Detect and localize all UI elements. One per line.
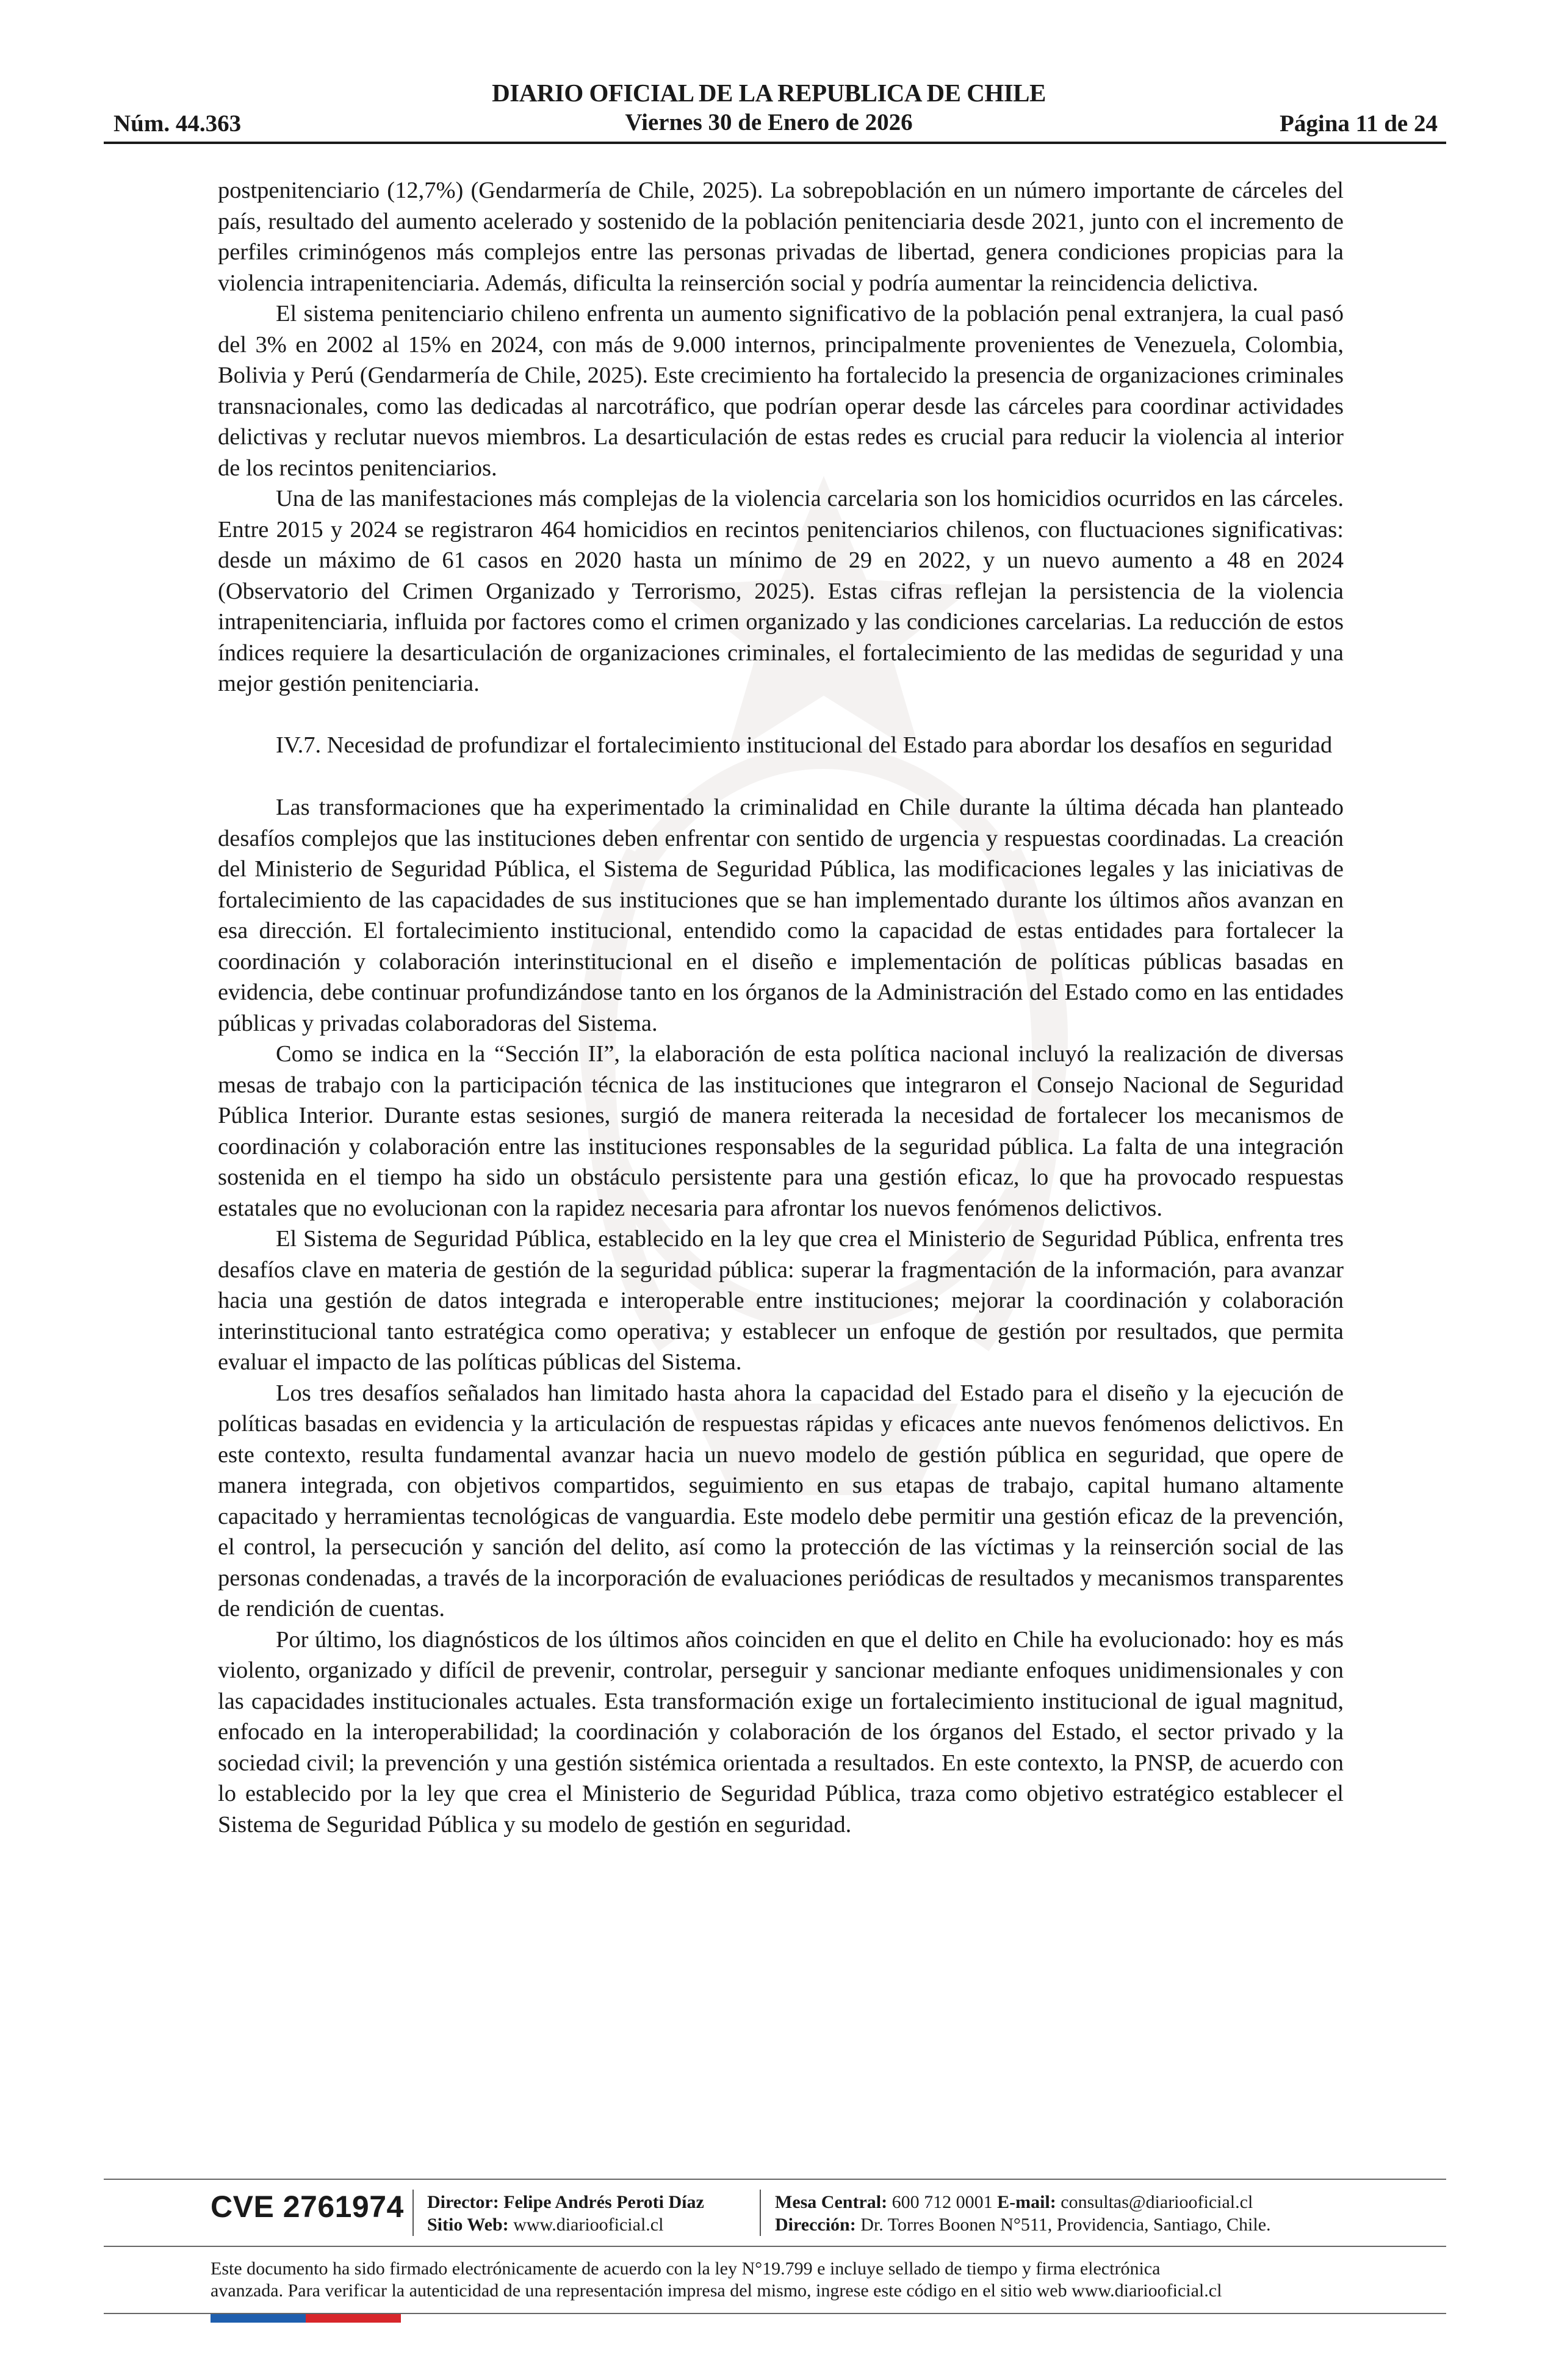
- flag-blue-stripe: [211, 2314, 306, 2323]
- address-label: Dirección:: [775, 2215, 856, 2235]
- body-paragraph: postpenitenciario (12,7%) (Gendarmería de Chile, 2025). La sobrepoblación en un número importante de cárceles del país, resultado del aumento acelerado y sostenido de la población penitenciaria desde 2021, junto con el incremento de perfiles criminógenos más complejos entre las personas privadas de libertad, genera condiciones propicias para la violencia intrapenitenciaria. Además, dificulta la reinserción social y podría aumentar la reincidencia delictiva.: [218, 178, 1344, 296]
- flag-red-stripe: [306, 2314, 401, 2323]
- legal-notice-line: Este documento ha sido firmado electrónicamente de acuerdo con la ley N°19.799 e incluye sellado de tiempo y firma electrónica: [211, 2259, 1161, 2279]
- body-paragraph: Por último, los diagnósticos de los últimos años coinciden en que el delito en Chile ha evolucionado: hoy es más violento, organizado y difícil de prevenir, controlar, perseguir y sancionar mediante enfoques unidimensionales y con las capacidades institucionales actuales. Esta transformación exige un fortalecimiento institucional de igual magnitud, enfocado en la interoperabilidad; la coordinación y colaboración de los órganos del Estado, el sector privado y la sociedad civil; la prevención y una gestión sistémica orientada a resultados. En este contexto, la PNSP, de acuerdo con lo establecido por la ley que crea el Ministerio de Seguridad Pública, traza como objetivo estratégico establecer el Sistema de Seguridad Pública y su modelo de gestión en seguridad.: [218, 1626, 1344, 1837]
- page-header: [104, 72, 1438, 145]
- phone-label: Mesa Central:: [775, 2192, 888, 2212]
- website-label: Sitio Web:: [427, 2215, 509, 2235]
- body-paragraph: Una de las manifestaciones más complejas de la violencia carcelaria son los homicidios ocurridos en las cárceles. Entre 2015 y 2024 se registraron 464 homicidios en recintos penitenciarios chilenos, con fluctuaciones significativas: desde un máximo de 61 casos en 2020 hasta un mínimo de 29 en 2022, y un nuevo aumento a 48 en 2024 (Observatorio del Crimen Organizado y Terrorismo, 2025). Estas cifras reflejan la persistencia de la violencia intrapenitenciaria, influida por factores como el crimen organizado y las condiciones carcelarias. La reducción de estos índices requiere la desarticulación de organizaciones criminales, el fortalecimiento de las medidas de seguridad y una mejor gestión penitenciaria.: [218, 486, 1344, 696]
- cve-code: CVE 2761974: [211, 2190, 404, 2224]
- footer-contact-block: [775, 2191, 1271, 2236]
- section-heading: IV.7. Necesidad de profundizar el fortalecimiento institucional del Estado para abordar los desafíos en seguridad: [276, 732, 1333, 758]
- legal-notice-line: avanzada. Para verificar la autenticidad de una representación impresa del mismo, ingrese este código en el sitio web www.diariooficial.cl: [211, 2281, 1222, 2301]
- legal-notice: [211, 2258, 1400, 2302]
- body-paragraph: El sistema penitenciario chileno enfrenta un aumento significativo de la población penal extranjera, la cual pasó del 3% en 2002 al 15% en 2024, con más de 9.000 internos, principalmente provenientes de Venezuela, Colombia, Bolivia y Perú (Gendarmería de Chile, 2025). Este crecimiento ha fortalecido la presencia de organizaciones criminales transnacionales, como las dedicadas al narcotráfico, que podrían operar desde las cárceles para coordinar actividades delictivas y reclutar nuevos miembros. La desarticulación de estas redes es crucial para reducir la violencia al interior de los recintos penitenciarios.: [218, 301, 1344, 481]
- document-body: [218, 175, 1344, 1840]
- address-text: Dr. Torres Boonen N°511, Providencia, Santiago, Chile.: [860, 2215, 1271, 2235]
- publication-date: Viernes 30 de Enero de 2026: [625, 109, 913, 135]
- director-label: Director:: [427, 2192, 499, 2212]
- body-paragraph: El Sistema de Seguridad Pública, establecido en la ley que crea el Ministerio de Seguridad Pública, enfrenta tres desafíos clave en materia de gestión de la seguridad pública: superar la fragmentación de la información, para avanzar hacia una gestión de datos integrada e interoperable entre instituciones; mejorar la coordinación y colaboración interinstitucional tanto estratégica como operativa; y establecer un enfoque de gestión por resultados, que permita evaluar el impacto de las políticas públicas del Sistema.: [218, 1226, 1344, 1375]
- body-paragraph: Los tres desafíos señalados han limitado hasta ahora la capacidad del Estado para el diseño y la ejecución de políticas basadas en evidencia y la articulación de respuestas rápidas y eficaces ante nuevos fenómenos delictivos. En este contexto, resulta fundamental avanzar hacia un nuevo modelo de gestión pública en seguridad, que opere de manera integrada, con objetivos compartidos, seguimiento en sus etapas de trabajo, capital humano altamente capacitado y herramientas tecnológicas de vanguardia. Este modelo debe permitir una gestión eficaz de la prevención, el control, la persecución y sanción del delito, así como la protección de las víctimas y la reinserción social de las personas condenadas, a través de la incorporación de evaluaciones periódicas de resultados y mecanismos transparentes de rendición de cuentas.: [218, 1380, 1344, 1621]
- footer-separator: [412, 2190, 414, 2236]
- phone-number: 600 712 0001: [891, 2192, 993, 2212]
- flag-stripe: [211, 2314, 401, 2323]
- publication-title: DIARIO OFICIAL DE LA REPUBLICA DE CHILE: [492, 79, 1046, 107]
- header-divider: [104, 142, 1446, 144]
- director-name: Felipe Andrés Peroti Díaz: [503, 2192, 704, 2212]
- body-paragraph: Como se indica en la “Sección II”, la elaboración de esta política nacional incluyó la realización de diversas mesas de trabajo con la participación técnica de las instituciones que integraron el Consejo Nacional de Seguridad Pública Interior. Durante estas sesiones, surgió de manera reiterada la necesidad de fortalecer los mecanismos de coordinación y colaboración entre las instituciones responsables de la seguridad pública. La falta de una integración sostenida en el tiempo ha sido un obstáculo persistente para una gestión eficaz, lo que ha provocado respuestas estatales que no evolucionan con la rapidez necesaria para afrontar los nuevos fenómenos delictivos.: [218, 1041, 1344, 1221]
- footer-separator: [760, 2190, 761, 2236]
- website-link[interactable]: www.diariooficial.cl: [513, 2215, 664, 2235]
- body-paragraph: Las transformaciones que ha experimentado la criminalidad en Chile durante la última década han planteado desafíos complejos que las instituciones deben enfrentar con sentido de urgencia y respuestas coordinadas. La creación del Ministerio de Seguridad Pública, el Sistema de Seguridad Pública, las modificaciones legales y las iniciativas de fortalecimiento de las capacidades de sus instituciones que se han implementado durante los últimos años avanzan en esa dirección. El fortalecimiento institucional, entendido como la capacidad de estas entidades para fortalecer la coordinación y colaboración interinstitucional en el diseño e implementación de políticas públicas basadas en evidencia, debe continuar profundizándose tanto en los órganos de la Administración del Estado como en las entidades públicas y privadas colaboradoras del Sistema.: [218, 795, 1344, 1036]
- footer-director-block: [427, 2191, 704, 2236]
- footer-divider: [104, 2246, 1446, 2247]
- issue-number: Núm. 44.363: [113, 110, 242, 137]
- email-link[interactable]: consultas@diariooficial.cl: [1061, 2192, 1253, 2212]
- email-label: E-mail:: [997, 2192, 1056, 2212]
- footer-divider: [104, 2179, 1446, 2180]
- page-number: Página 11 de 24: [1280, 110, 1438, 137]
